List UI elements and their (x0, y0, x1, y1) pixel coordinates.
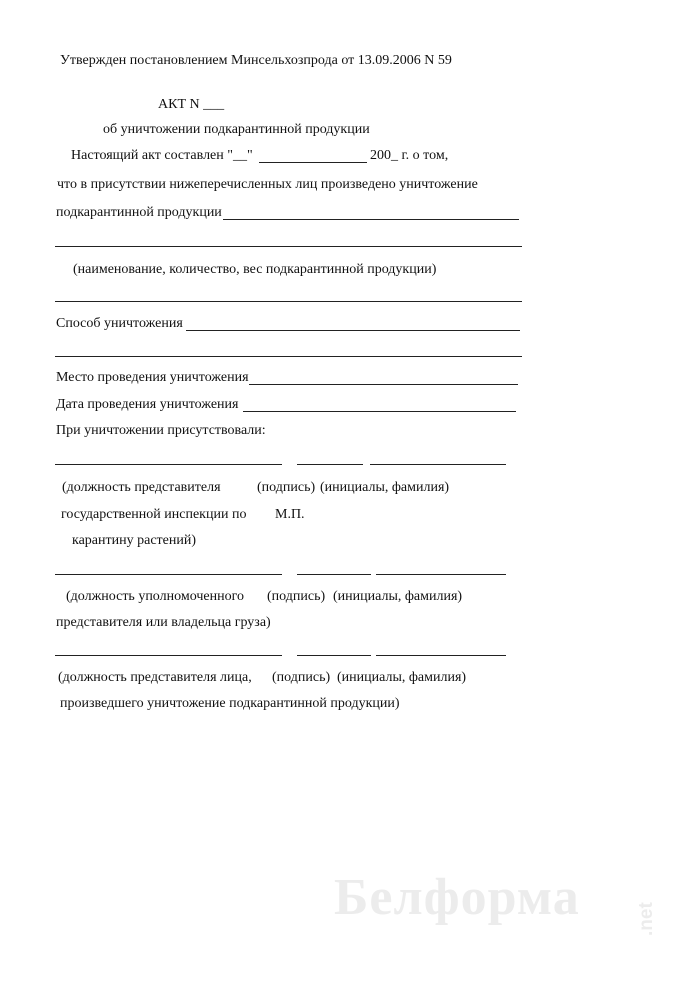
presence-text: что в присутствии нижеперечисленных лиц произведено уничтожение (57, 177, 478, 192)
date-blank[interactable] (243, 411, 516, 412)
owner-signature-blank[interactable] (297, 574, 371, 575)
executor-role-blank[interactable] (55, 655, 282, 656)
owner-role-blank[interactable] (55, 574, 282, 575)
product-blank[interactable] (223, 219, 519, 220)
method-blank[interactable] (186, 330, 520, 331)
inspector-initials-label: (инициалы, фамилия) (320, 480, 450, 495)
inspector-role-line3: карантину растений) (72, 533, 197, 548)
method-blank-2[interactable] (55, 356, 522, 357)
owner-initials-blank[interactable] (376, 574, 506, 575)
act-date-prefix: Настоящий акт составлен "__" (71, 148, 253, 163)
inspector-role-blank[interactable] (55, 464, 282, 465)
executor-initials-blank[interactable] (376, 655, 506, 656)
executor-role-line1: (должность представителя лица, (58, 670, 252, 685)
inspector-role-line1: (должность представителя (62, 480, 221, 495)
inspector-signature-label: (подпись) (257, 480, 316, 495)
watermark-suffix: .net (636, 902, 657, 936)
approval-note: Утвержден постановлением Минсельхозпрода от 13.09.2006 N 59 (60, 53, 452, 68)
inspector-role-line2: государственной инспекции по (61, 507, 247, 522)
executor-signature-blank[interactable] (297, 655, 371, 656)
product-blank-3[interactable] (55, 301, 522, 302)
owner-role-line1: (должность уполномоченного (66, 589, 244, 604)
product-blank-2[interactable] (55, 246, 522, 247)
place-blank[interactable] (249, 384, 518, 385)
stamp-label: М.П. (275, 507, 305, 522)
executor-role-line2: произведшего уничтожение подкарантинной продукции) (60, 696, 400, 711)
inspector-initials-blank[interactable] (370, 464, 506, 465)
owner-signature-label: (подпись) (267, 589, 326, 604)
executor-signature-label: (подпись) (272, 670, 331, 685)
act-date-blank[interactable] (259, 162, 367, 163)
act-date-suffix: 200_ г. о том, (370, 148, 449, 163)
place-label: Место проведения уничтожения (56, 370, 249, 385)
executor-initials-label: (инициалы, фамилия) (337, 670, 467, 685)
method-label: Способ уничтожения (56, 316, 183, 331)
owner-role-line2: представителя или владельца груза) (56, 615, 271, 630)
inspector-signature-blank[interactable] (297, 464, 363, 465)
owner-initials-label: (инициалы, фамилия) (333, 589, 463, 604)
watermark-logo: Белформа (334, 869, 580, 926)
act-number: АКТ N ___ (158, 97, 225, 112)
product-hint: (наименование, количество, вес подкарантинной продукции) (73, 262, 437, 277)
date-label: Дата проведения уничтожения (56, 397, 239, 412)
act-subtitle: об уничтожении подкарантинной продукции (103, 122, 370, 137)
present-label: При уничтожении присутствовали: (56, 423, 266, 438)
product-label: подкарантинной продукции (56, 205, 222, 220)
